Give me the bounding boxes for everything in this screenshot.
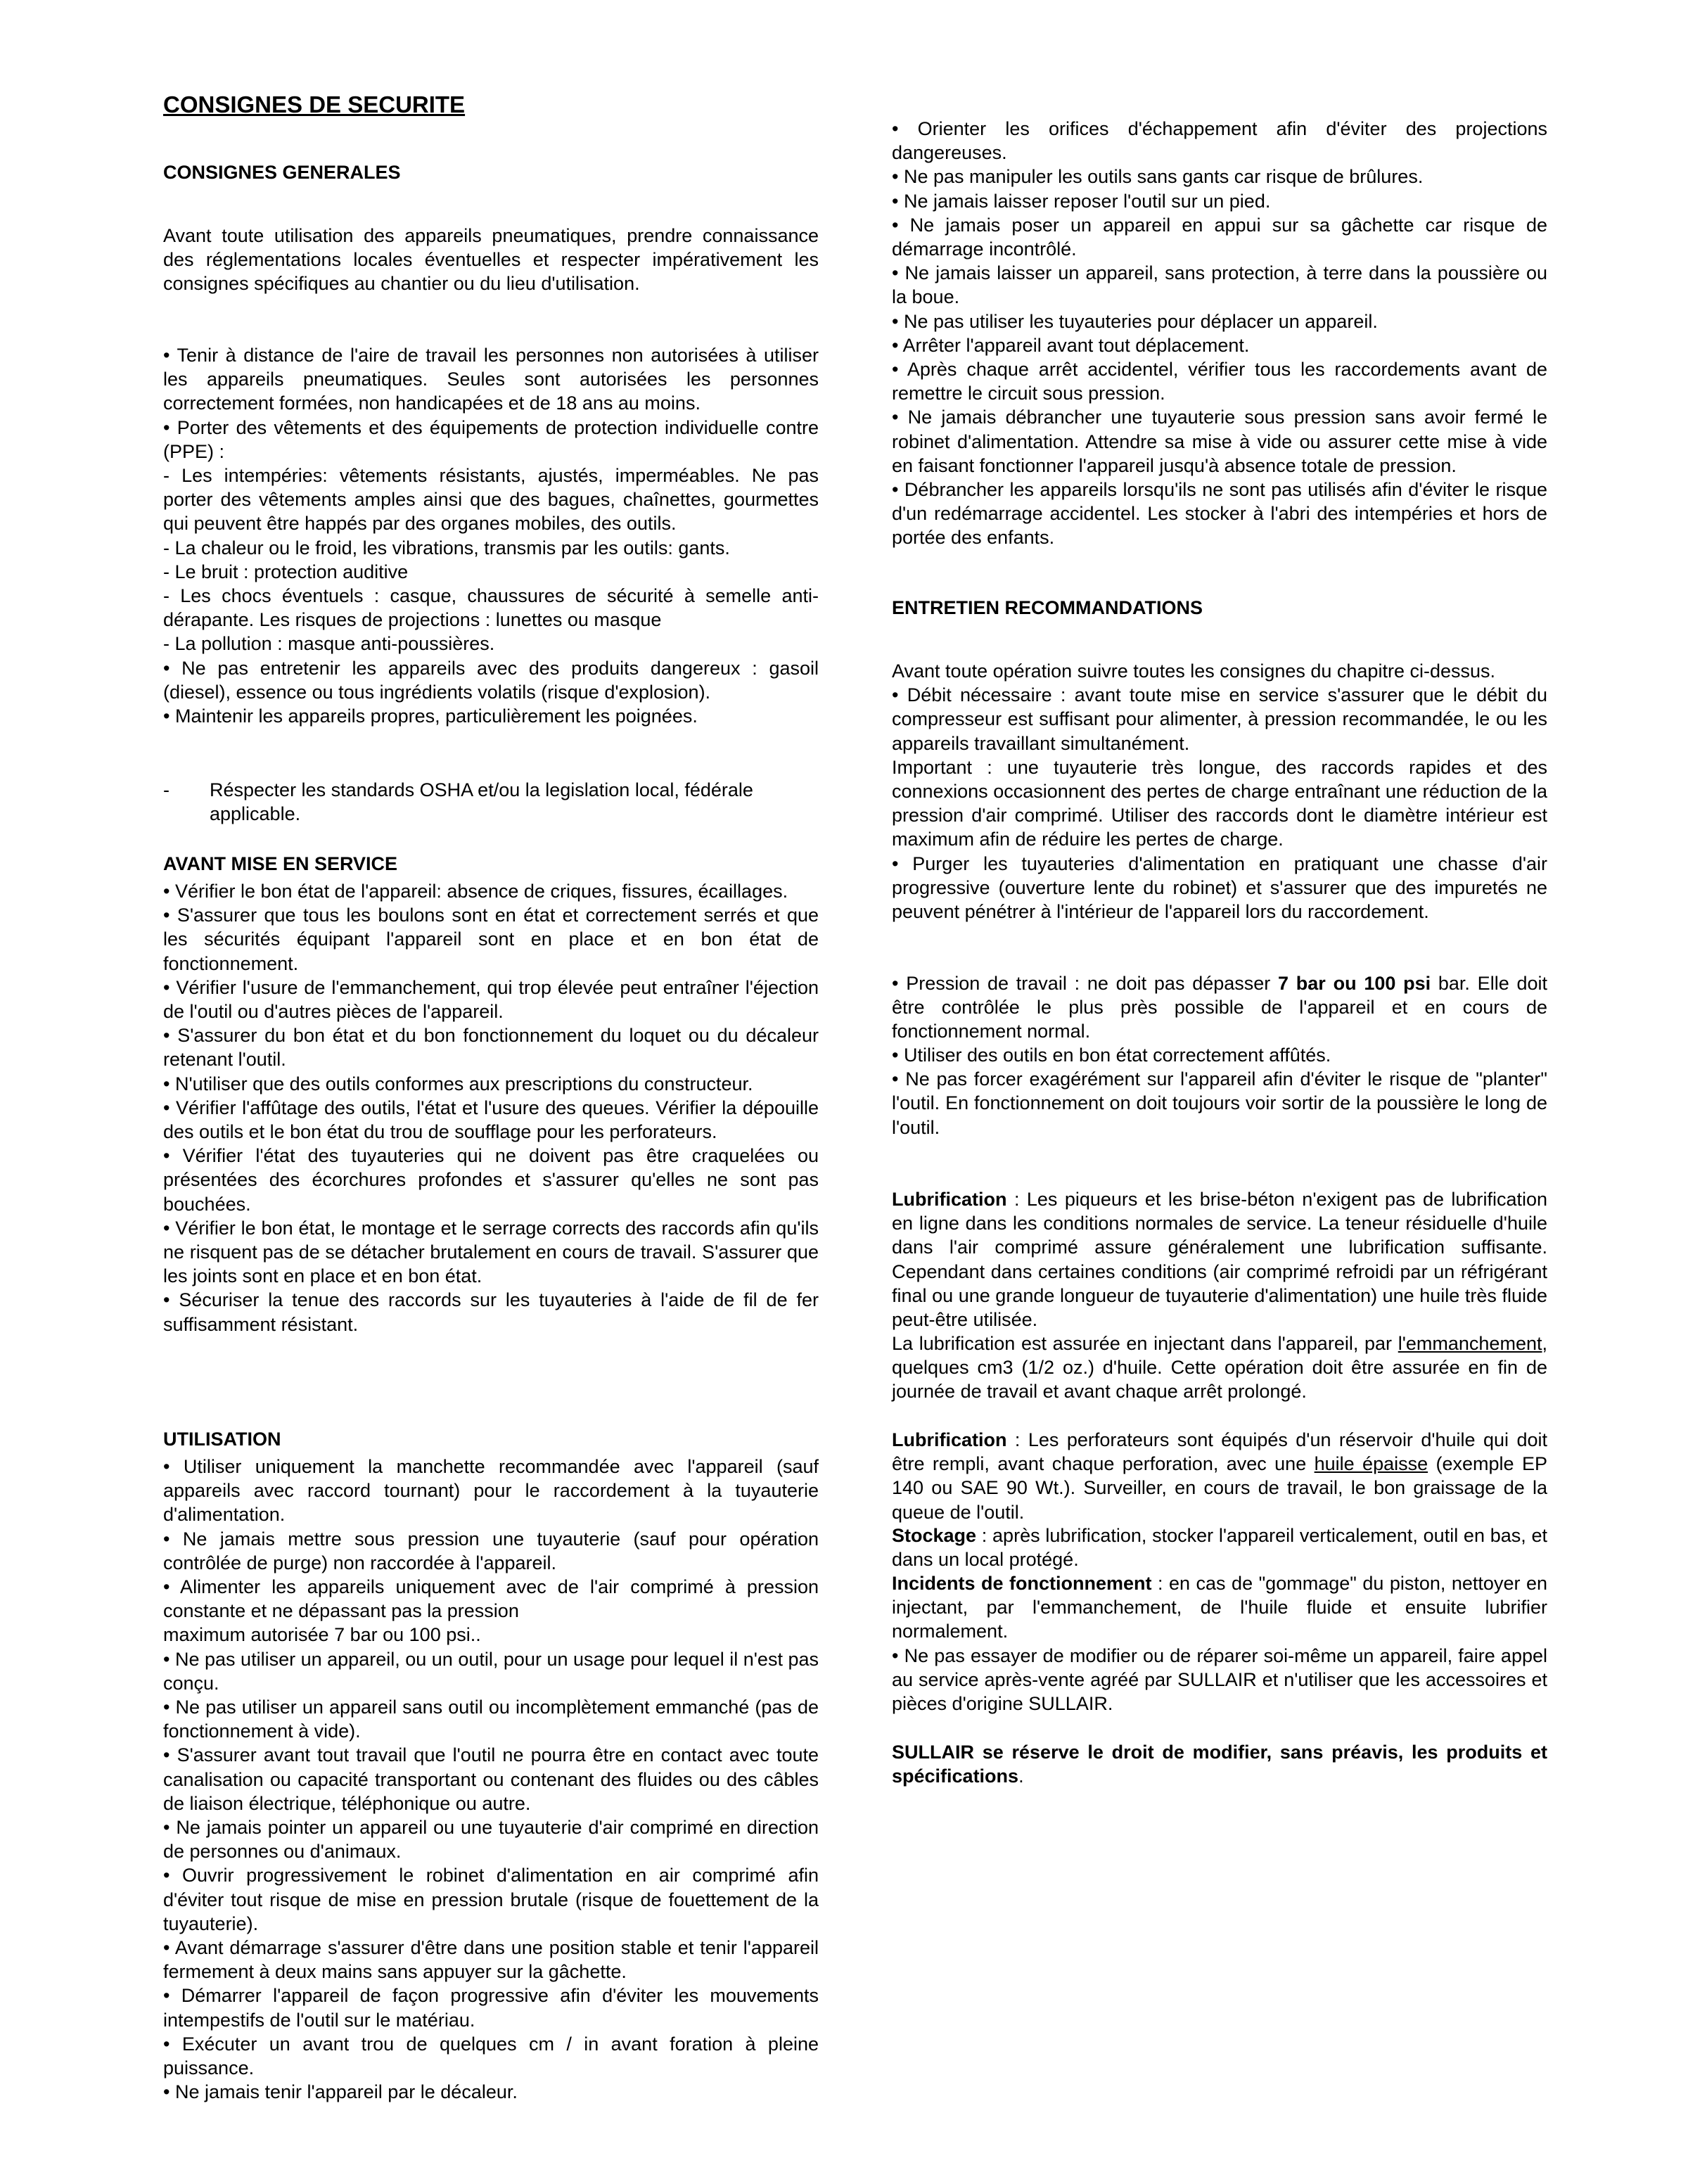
utilisation-continued-list: • Orienter les orifices d'échappement afin d'éviter des projections dangereuses. • Ne pas manipuler les outils sans gants car risque de brûlures. • Ne jamais laisser reposer l'outil sur un pied. • Ne jamais poser un appareil en appui sur sa gâchette car risque de démarrage incontrôlé. • Ne jamais laisser un appareil, sans protection, à terre dans la poussière ou la boue. • Ne pas utiliser les tuyauteries pour déplacer un appareil. • Arrêter l'appareil avant tout déplacement. • Après chaque arrêt accidentel, vérifier tous les raccordements avant de remettre le circuit sous pression. • Ne jamais débrancher une tuyauterie sous pression sans avoir fermé le robinet d'alimentation. Attendre sa mise à vide ou assurer cette mise à vide en faisant fonctionner l'appareil jusqu'à absence totale de pression. • Débrancher les appareils lorsqu'ils ne sont pas utilisés afin d'éviter le risque d'un redémarrage accidentel. Les stocker à l'abri des intempéries et hors de portée des enfants. bbox=[892, 118, 1547, 549]
section-heading-consignes-generales: CONSIGNES GENERALES bbox=[163, 162, 401, 183]
utilisation-list: • Utiliser uniquement la manchette recommandée avec l'appareil (sauf appareils avec raccord tournant) pour le raccordement à la tuyauterie d'alimentation. • Ne jamais mettre sous pression une tuyauterie (sauf pour opération contrôlée de purge) non raccordée à l'appareil. • Alimenter les appareils uniquement avec de l'air comprimé à pression constante et ne dépassant pas la pression maximum autorisée 7 bar ou 100 psi.. • Ne pas utiliser un appareil, ou un outil, pour un usage pour lequel il n'est pas conçu. • Ne pas utiliser un appareil sans outil ou incomplètement emmanché (pas de fonctionnement à vide). • S'assurer avant tout travail que l'outil ne pourra être en contact avec toute canalisation ou capacité transportant ou contenant des fluides ou des câbles de liaison électrique, téléphonique ou autre. • Ne jamais pointer un appareil ou une tuyauterie d'air comprimé en direction de personnes ou d'animaux. • Ouvrir progressivement le robinet d'alimentation en air comprimé afin d'éviter tout risque de mise en pression brutale (risque de fouettement de la tuyauterie). • Avant démarrage s'assurer d'être dans une position stable et tenir l'appareil fermement à deux mains sans appuyer sur la gâchette. • Démarrer l'appareil de façon progressive afin d'éviter les mouvements intempestifs de l'outil sur le matériau. • Exécuter un avant trou de quelques cm / in avant foration à pleine puissance. • Ne jamais tenir l'appareil par le décaleur. bbox=[163, 1456, 819, 2103]
entretien-list-continued: • Utiliser des outils en bon état correctement affûtés. • Ne pas forcer exagérément sur l'appareil afin d'éviter le risque de "planter" l'outil. En fonctionnement on doit toujours voir sortir de la poussière le long de l'outil. bbox=[892, 1045, 1547, 1138]
emmanchement-underlined: l'emmanchement bbox=[1398, 1333, 1542, 1354]
intro-paragraph: Avant toute utilisation des appareils pneumatiques, prendre connaissance des réglementations locales éventuelles et respecter impérativement les consignes spécifiques au chantier ou du lieu d'utilisation. bbox=[163, 225, 819, 295]
stockage-label: Stockage bbox=[892, 1525, 977, 1546]
pression-text-start: • Pression de travail : ne doit pas dépasser bbox=[892, 973, 1279, 994]
section-heading-avant-mise-en-service: AVANT MISE EN SERVICE bbox=[163, 853, 398, 874]
osha-text: Réspecter les standards OSHA et/ou la legislation local, fédérale applicable. bbox=[210, 779, 753, 825]
incidents-paragraph bbox=[892, 1571, 1547, 1644]
stockage-text: : après lubrification, stocker l'appareil verticalement, outil en bas, et dans un local protégé. bbox=[892, 1525, 1547, 1571]
lubrification-perforateurs-paragraph bbox=[892, 1428, 1547, 1524]
stockage-paragraph bbox=[892, 1524, 1547, 1571]
sullair-disclaimer-period: . bbox=[1018, 1765, 1024, 1787]
general-rules-list: • Tenir à distance de l'aire de travail les personnes non autorisées à utiliser les appareils pneumatiques. Seules sont autorisées les personnes correctement formées, non handicapées et de 18 ans au moins. • Porter des vêtements et des équipements de protection individuelle contre (PPE) : - Les intempéries: vêtements résistants, ajustés, imperméables. Ne pas porter des vêtements amples ainsi que des bagues, chaînettes, gourmettes qui peuvent être happés par des organes mobiles, des outils. - La chaleur ou le froid, les vibrations, transmis par les outils: gants. - Le bruit : protection auditive - Les chocs éventuels : casque, chaussures de sécurité à semelle anti-dérapante. Les risques de projections : lunettes ou masque - La pollution : masque anti-poussières. • Ne pas entretenir les appareils avec des produits dangereux : gasoil (diesel), essence ou tous ingrédients volatils (risque d'explosion). • Maintenir les appareils propres, particulièrement les poignées. bbox=[163, 345, 819, 727]
sullair-disclaimer-bold: SULLAIR se réserve le droit de modifier, sans préavis, les produits et spécifications bbox=[892, 1742, 1547, 1787]
osha-list-item bbox=[163, 778, 819, 826]
lubrification-injection-text-end: , quelques cm3 (1/2 oz.) d'huile. Cette opération doit être assurée en fin de journée de travail et avant chaque arrêt prolongé. bbox=[892, 1333, 1547, 1403]
lubrification-perforateurs-text-start: : Les perforateurs sont équipés d'un réservoir d'huile qui doit être rempli, avant chaque perforation, avec une bbox=[892, 1429, 1547, 1475]
huile-epaisse-underlined: huile épaisse bbox=[1314, 1453, 1428, 1475]
lubrification-piqueurs-paragraph bbox=[892, 1187, 1547, 1332]
section-heading-utilisation: UTILISATION bbox=[163, 1429, 281, 1450]
lubrification-piqueurs-text: : Les piqueurs et les brise-béton n'exigent pas de lubrification en ligne dans les conditions normales de service. La teneur résiduelle d'huile dans l'air comprimé assure généralement une lubrification suffisante. Cependant dans certaines conditions (air comprimé refroidi par un réfrigérant final ou une grande longueur de tuyauterie d'alimentation) une huile très fluide peut-être utilisée. bbox=[892, 1189, 1547, 1331]
lubrification-injection-text-start: La lubrification est assurée en injectant dans l'appareil, par bbox=[892, 1333, 1398, 1354]
incidents-text: : en cas de "gommage" du piston, nettoyer en injectant, par l'emmanchement, de l'huile fluide et ensuite lubrifier normalement. bbox=[892, 1573, 1547, 1642]
reparation-paragraph: • Ne pas essayer de modifier ou de réparer soi-même un appareil, faire appel au service après-vente agréé par SULLAIR et n'utiliser que les accessoires et pièces d'origine SULLAIR. bbox=[892, 1645, 1547, 1715]
list-dash: - bbox=[163, 779, 170, 800]
incidents-label: Incidents de fonctionnement bbox=[892, 1573, 1152, 1594]
pression-text-end: bar. Elle doit être contrôlée le plus près possible de l'appareil et en cours de fonctionnement normal. bbox=[892, 973, 1547, 1042]
lubrification-label: Lubrification bbox=[892, 1189, 1007, 1210]
avant-mise-en-service-list: • Vérifier le bon état de l'appareil: absence de criques, fissures, écaillages. • S'assurer que tous les boulons sont en état et correctement serrés et que les sécurités équipant l'appareil sont en place et en bon état de fonctionnement. • Vérifier l'usure de l'emmanchement, qui trop élevée peut entraîner l'éjection de l'outil ou d'autres pièces de l'appareil. • S'assurer du bon état et du bon fonctionnement du loquet ou du décaleur retenant l'outil. • N'utiliser que des outils conformes aux prescriptions du constructeur. • Vérifier l'affûtage des outils, l'état et l'usure des queues. Vérifier la dépouille des outils et le bon état du trou de soufflage pour les perforateurs. • Vérifier l'état des tuyauteries qui ne doivent pas être craquelées ou présentées des écorchures profondes et s'assurer qu'elles ne sont pas bouchées. • Vérifier le bon état, le montage et le serrage corrects des raccords afin qu'ils ne risquent pas de se détacher brutalement en cours de travail. S'assurer que les joints sont en place et en bon état. • Sécuriser la tenue des raccords sur les tuyauteries à l'aide de fil de fer suffisamment résistant. bbox=[163, 881, 819, 1335]
section-heading-entretien: ENTRETIEN RECOMMANDATIONS bbox=[892, 597, 1203, 618]
pression-max-value: 7 bar ou 100 psi bbox=[1278, 973, 1431, 994]
lubrification-perforateurs-text-end: (exemple EP 140 ou SAE 90 Wt.). Surveiller, en cours de travail, le bon graissage de la queue de l'outil. bbox=[892, 1453, 1547, 1523]
sullair-disclaimer bbox=[892, 1740, 1547, 1788]
pression-de-travail-item bbox=[892, 971, 1547, 1044]
page-title: CONSIGNES DE SECURITE bbox=[163, 91, 466, 117]
entretien-list: Avant toute opération suivre toutes les consignes du chapitre ci-dessus. • Débit nécessaire : avant toute mise en service s'assurer que le débit du compresseur est suffisant pour alimenter, à pression recommandée, le ou les appareils travaillant simultanément. Important : une tuyauterie très longue, des raccords rapides et des connexions occasionnent des pertes de charge entraînant une réduction de la pression d'air comprimé. Utiliser des raccords dont le diamètre intérieur est maximum afin de réduire les pertes de charge. • Purger les tuyauteries d'alimentation en pratiquant une chasse d'air progressive (ouverture lente du robinet) et s'assurer que des impuretés ne peuvent pénétrer à l'intérieur de l'appareil lors du raccordement. bbox=[892, 660, 1547, 923]
lubrification-injection-paragraph bbox=[892, 1332, 1547, 1404]
lubrification-label-2: Lubrification bbox=[892, 1429, 1007, 1450]
